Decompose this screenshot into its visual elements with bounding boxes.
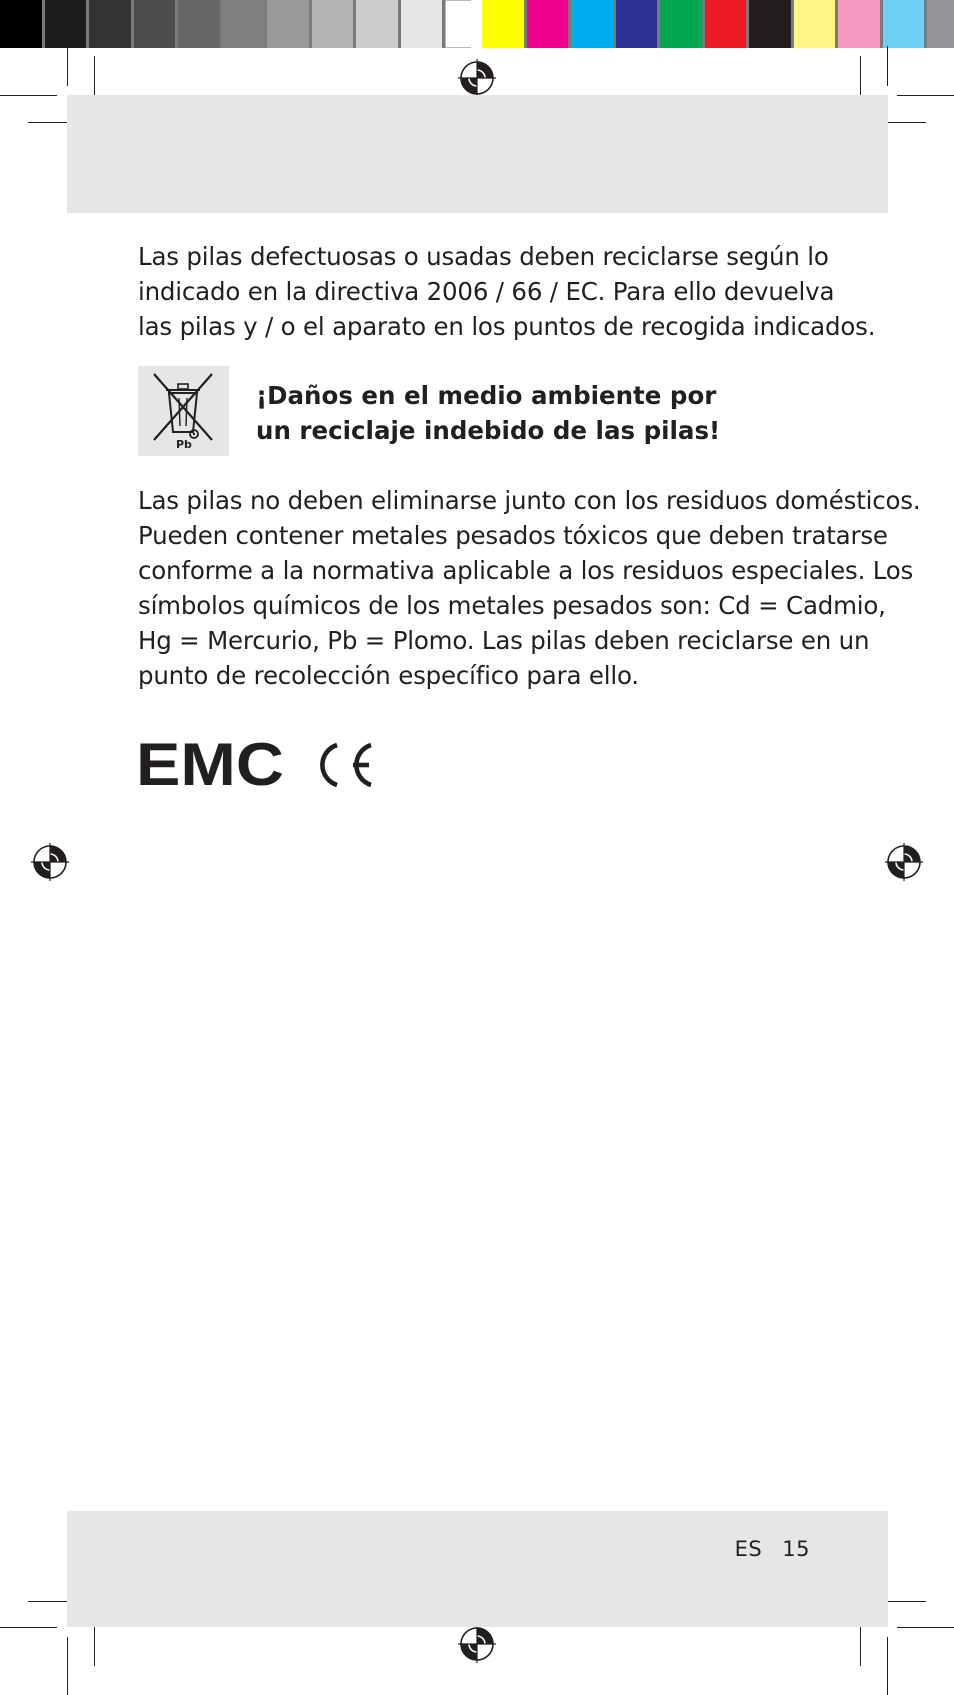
crop-mark [887, 46, 888, 86]
color-swatch [178, 0, 220, 48]
text-line: símbolos químicos de los metales pesados son: Cd = Cadmio, [138, 591, 886, 620]
color-swatch [927, 0, 954, 48]
emc-label: EMC [136, 737, 284, 791]
registration-mark-icon [885, 843, 923, 881]
heavy-metals-paragraph [138, 483, 921, 693]
crop-mark [897, 1627, 954, 1628]
emc-mark [136, 737, 286, 791]
color-swatch [571, 0, 613, 48]
color-swatch [616, 0, 658, 48]
footer-band [67, 1511, 888, 1627]
color-swatch [401, 0, 443, 48]
text-line: indicado en la directiva 2006 / 66 / EC. Para ello devuelva [138, 277, 835, 306]
crop-mark [897, 95, 954, 96]
color-swatch [482, 0, 524, 48]
registration-mark-icon [458, 1625, 496, 1663]
text-line: punto de recolección específico para ello. [138, 661, 639, 690]
crop-mark [0, 95, 57, 96]
registration-mark-icon [31, 843, 69, 881]
ce-mark-icon [311, 741, 375, 789]
recycling-paragraph [138, 239, 876, 344]
header-band [67, 95, 888, 213]
color-swatch [527, 0, 569, 48]
bin-label: Pb [176, 438, 192, 451]
color-swatch [883, 0, 925, 48]
warning-heading [256, 378, 720, 448]
crop-mark [887, 1637, 888, 1695]
color-swatch [705, 0, 747, 48]
crop-mark [0, 1627, 57, 1628]
heading-line: ¡Daños en el medio ambiente por [256, 381, 717, 410]
text-line: Las pilas defectuosas o usadas deben reciclarse según lo [138, 242, 829, 271]
color-swatch [660, 0, 702, 48]
text-line: Pueden contener metales pesados tóxicos que deben tratarse [138, 521, 888, 550]
color-swatch [312, 0, 354, 48]
language-code: ES [734, 1537, 763, 1561]
color-swatch [838, 0, 880, 48]
color-swatch [134, 0, 176, 48]
crop-mark [67, 46, 68, 86]
page-number: 15 [782, 1537, 810, 1561]
text-line: las pilas y / o el aparato en los puntos de recogida indicados. [138, 312, 876, 341]
color-swatch [794, 0, 836, 48]
color-bar-gap [471, 0, 482, 48]
text-line: Las pilas no deben eliminarse junto con los residuos domésticos. [138, 486, 921, 515]
color-swatch [223, 0, 265, 48]
registration-mark-icon [458, 59, 496, 97]
color-swatch [749, 0, 791, 48]
page-folio [735, 1537, 810, 1561]
color-swatch [89, 0, 131, 48]
heading-line: un reciclaje indebido de las pilas! [256, 416, 721, 445]
crop-mark [67, 1637, 68, 1695]
color-swatch [267, 0, 309, 48]
text-line: conforme a la normativa aplicable a los residuos especiales. Los [138, 556, 914, 585]
text-line: Hg = Mercurio, Pb = Plomo. Las pilas deben reciclarse en un [138, 626, 870, 655]
color-swatch [0, 0, 42, 48]
color-calibration-bar [0, 0, 954, 48]
color-swatch [356, 0, 398, 48]
crossed-out-bin-icon [138, 366, 229, 456]
color-swatch [45, 0, 87, 48]
